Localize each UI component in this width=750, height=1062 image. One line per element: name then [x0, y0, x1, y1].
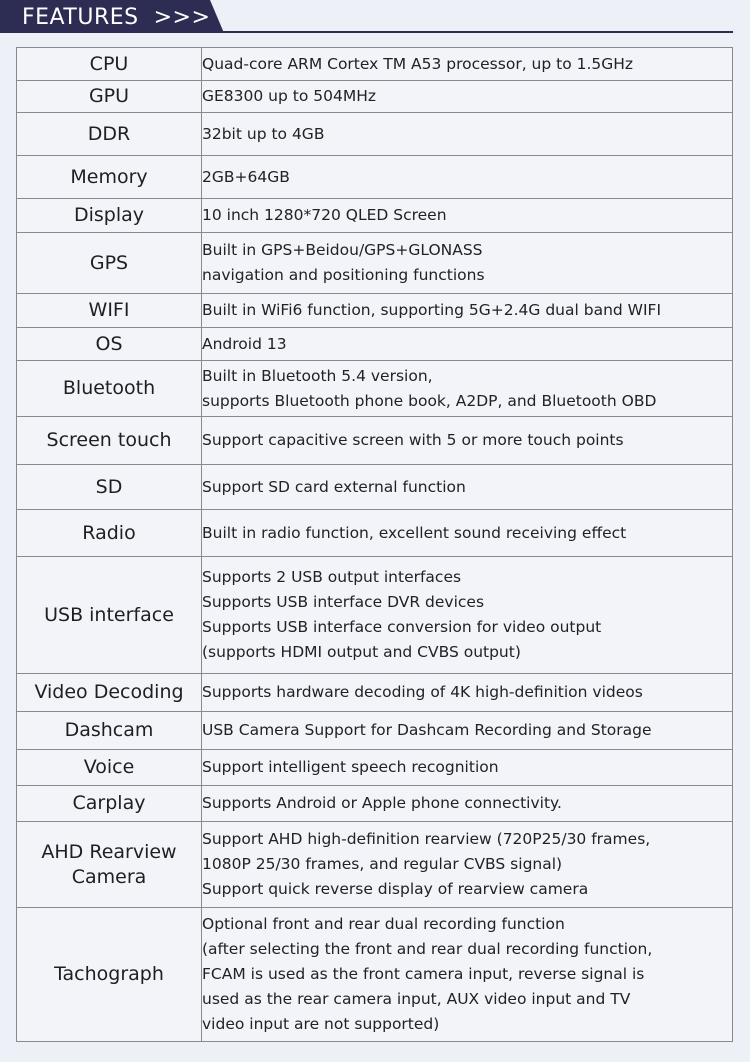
spec-label: Radio — [17, 510, 202, 557]
spec-value: Built in GPS+Beidou/GPS+GLONASS navigation and positioning functions — [202, 233, 733, 294]
table-row — [17, 199, 733, 233]
table-row — [17, 465, 733, 510]
spec-label: GPU — [17, 81, 202, 113]
spec-value: Built in radio function, excellent sound receiving effect — [202, 510, 733, 557]
spec-label: GPS — [17, 233, 202, 294]
spec-value: USB Camera Support for Dashcam Recording and Storage — [202, 712, 733, 750]
spec-value: Support intelligent speech recognition — [202, 750, 733, 786]
spec-label: Screen touch — [17, 417, 202, 465]
header-divider — [0, 31, 733, 33]
spec-label: Voice — [17, 750, 202, 786]
table-row — [17, 822, 733, 908]
spec-value: Support capacitive screen with 5 or more touch points — [202, 417, 733, 465]
spec-value: Android 13 — [202, 328, 733, 361]
table-row — [17, 361, 733, 417]
spec-value: Supports 2 USB output interfaces Supports USB interface DVR devices Supports USB interface conversion for video output (supports HDMI output and CVBS output) — [202, 557, 733, 674]
spec-label: Display — [17, 199, 202, 233]
table-row — [17, 233, 733, 294]
spec-label: Dashcam — [17, 712, 202, 750]
spec-label: Video Decoding — [17, 674, 202, 712]
table-row — [17, 417, 733, 465]
spec-label: CPU — [17, 48, 202, 81]
table-row — [17, 113, 733, 156]
spec-value: Built in WiFi6 function, supporting 5G+2.4G dual band WIFI — [202, 294, 733, 328]
spec-label: SD — [17, 465, 202, 510]
spec-value: 10 inch 1280*720 QLED Screen — [202, 199, 733, 233]
spec-value: Supports hardware decoding of 4K high-definition videos — [202, 674, 733, 712]
table-row — [17, 557, 733, 674]
table-row — [17, 750, 733, 786]
spec-value: Support SD card external function — [202, 465, 733, 510]
table-row — [17, 674, 733, 712]
spec-value: Optional front and rear dual recording function (after selecting the front and rear dual recording function, FCAM is used as the front camera input, reverse signal is used as the rear camera input, AUX video input and TV video input are not supported) — [202, 908, 733, 1042]
spec-value: GE8300 up to 504MHz — [202, 81, 733, 113]
spec-label: Carplay — [17, 786, 202, 822]
spec-label: USB interface — [17, 557, 202, 674]
spec-value: Support AHD high-definition rearview (720P25/30 frames, 1080P 25/30 frames, and regular CVBS signal) Support quick reverse display of rearview camera — [202, 822, 733, 908]
spec-label: WIFI — [17, 294, 202, 328]
spec-label: OS — [17, 328, 202, 361]
table-row — [17, 156, 733, 199]
spec-value: Built in Bluetooth 5.4 version, supports Bluetooth phone book, A2DP, and Bluetooth OBD — [202, 361, 733, 417]
page-title: FEATURES >>> — [22, 5, 211, 30]
spec-label: Bluetooth — [17, 361, 202, 417]
spec-value: Quad-core ARM Cortex TM A53 processor, up to 1.5GHz — [202, 48, 733, 81]
table-row — [17, 510, 733, 557]
spec-label: Tachograph — [17, 908, 202, 1042]
table-row — [17, 81, 733, 113]
spec-value: 32bit up to 4GB — [202, 113, 733, 156]
spec-label: AHD Rearview Camera — [17, 822, 202, 908]
spec-value: 2GB+64GB — [202, 156, 733, 199]
table-row — [17, 908, 733, 1042]
spec-value: Supports Android or Apple phone connectivity. — [202, 786, 733, 822]
table-row — [17, 294, 733, 328]
table-row — [17, 328, 733, 361]
spec-label: Memory — [17, 156, 202, 199]
spec-table — [16, 47, 733, 1042]
table-row — [17, 786, 733, 822]
table-row — [17, 712, 733, 750]
table-row — [17, 48, 733, 81]
spec-label: DDR — [17, 113, 202, 156]
